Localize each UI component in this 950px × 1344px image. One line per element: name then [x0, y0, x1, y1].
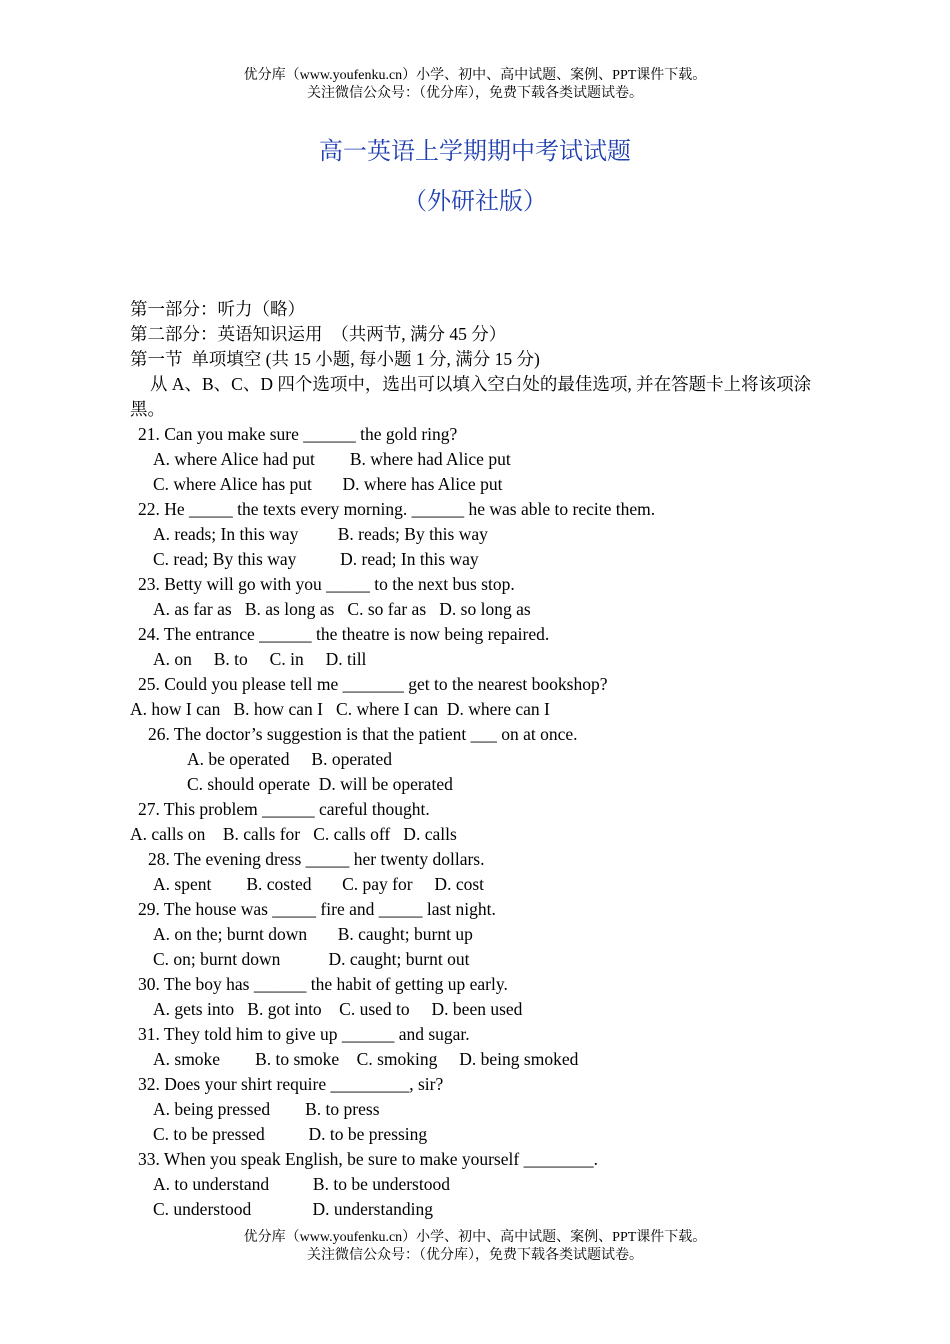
- part1-heading: 第一部分：听力（略）: [130, 299, 305, 319]
- q28-options: A. spent B. costed C. pay for D. cost: [153, 874, 485, 894]
- page-header: [0, 67, 950, 103]
- question-24: 24. The entrance ______ the theatre is now being repaired.: [138, 624, 550, 644]
- question-21: 21. Can you make sure ______ the gold ring?: [138, 424, 458, 444]
- q23-options: A. as far as B. as long as C. so far as D. so long as: [153, 599, 531, 619]
- section1-heading: 第一节 单项填空 (共 15 小题, 每小题 1 分, 满分 15 分): [130, 349, 540, 369]
- header-line-1: 优分库（www.youfenku.cn）小学、初中、高中试题、案例、PPT课件下载。: [243, 68, 707, 83]
- q27-options: A. calls on B. calls for C. calls off D. calls: [130, 824, 457, 844]
- q32-options-1: A. being pressed B. to press: [153, 1099, 380, 1119]
- question-26: 26. The doctor’s suggestion is that the patient ___ on at once.: [148, 724, 578, 744]
- footer-line-1: 优分库（www.youfenku.cn）小学、初中、高中试题、案例、PPT课件下载。: [243, 1230, 707, 1245]
- question-23: 23. Betty will go with you _____ to the next bus stop.: [138, 574, 515, 594]
- q21-options-1: A. where Alice had put B. where had Alice put: [153, 449, 511, 469]
- part2-heading: 第二部分：英语知识运用 （共两节, 满分 45 分）: [130, 324, 507, 344]
- q30-options: A. gets into B. got into C. used to D. been used: [153, 999, 523, 1019]
- q32-options-2: C. to be pressed D. to be pressing: [153, 1124, 428, 1144]
- q24-options: A. on B. to C. in D. till: [153, 649, 367, 669]
- document-title: 高一英语上学期期中考试试题: [319, 139, 631, 165]
- document-subtitle: （外研社版）: [403, 189, 547, 215]
- q29-options-1: A. on the; burnt down B. caught; burnt up: [153, 924, 473, 944]
- instruction-text: 从 A、B、C、D 四个选项中，选出可以填入空白处的最佳选项, 并在答题卡上将该项涂黑。: [130, 374, 812, 419]
- question-29: 29. The house was _____ fire and _____ last night.: [138, 899, 496, 919]
- question-31: 31. They told him to give up ______ and sugar.: [138, 1024, 470, 1044]
- q21-options-2: C. where Alice has put D. where has Alice put: [153, 474, 503, 494]
- header-line-2: 关注微信公众号：（优分库），免费下载各类试题试卷。: [307, 86, 643, 101]
- q33-options-2: C. understood D. understanding: [153, 1199, 433, 1219]
- exam-body: [130, 297, 820, 1222]
- q33-options-1: A. to understand B. to be understood: [153, 1174, 450, 1194]
- question-32: 32. Does your shirt require _________, sir?: [138, 1074, 444, 1094]
- question-25: 25. Could you please tell me _______ get to the nearest bookshop?: [138, 674, 608, 694]
- q26-options-2: C. should operate D. will be operated: [187, 774, 453, 794]
- q29-options-2: C. on; burnt down D. caught; burnt out: [153, 949, 470, 969]
- question-33: 33. When you speak English, be sure to make yourself ________.: [138, 1149, 598, 1169]
- page-footer: [0, 1229, 950, 1265]
- question-28: 28. The evening dress _____ her twenty dollars.: [148, 849, 485, 869]
- q22-options-2: C. read; By this way D. read; In this way: [153, 549, 479, 569]
- q25-options: A. how I can B. how can I C. where I can D. where can I: [130, 699, 550, 719]
- question-22: 22. He _____ the texts every morning. ______ he was able to recite them.: [138, 499, 656, 519]
- footer-line-2: 关注微信公众号：（优分库），免费下载各类试题试卷。: [307, 1248, 643, 1263]
- q31-options: A. smoke B. to smoke C. smoking D. being smoked: [153, 1049, 579, 1069]
- q22-options-1: A. reads; In this way B. reads; By this way: [153, 524, 488, 544]
- question-27: 27. This problem ______ careful thought.: [138, 799, 430, 819]
- q26-options-1: A. be operated B. operated: [187, 749, 393, 769]
- question-30: 30. The boy has ______ the habit of getting up early.: [138, 974, 508, 994]
